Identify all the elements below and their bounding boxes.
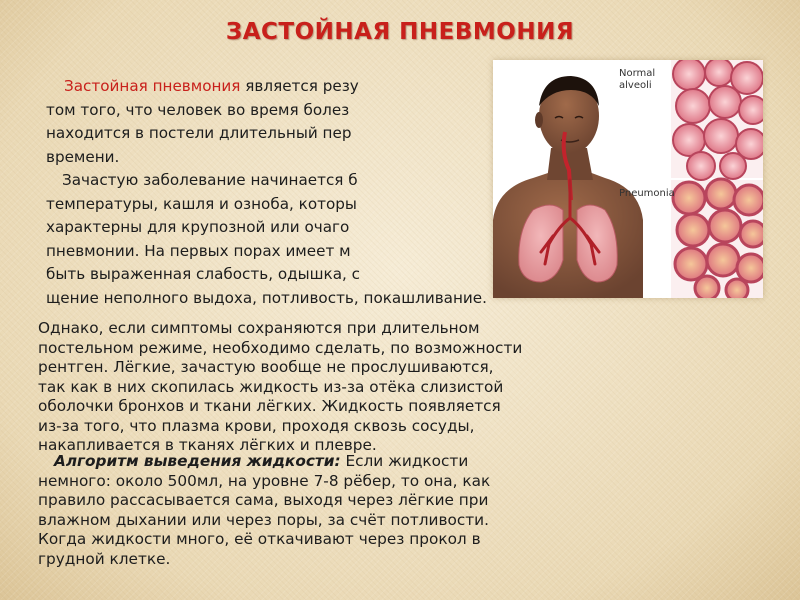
intro-line: находится в постели длительный пер: [46, 124, 352, 142]
algorithm-label: Алгоритм выведения жидкости:: [54, 452, 341, 470]
symptoms-line: щение неполного выдоха, потливость, покашливание.: [46, 288, 487, 307]
term-highlight: Застойная пневмония: [64, 77, 241, 95]
label-normal-line: alveoli: [619, 80, 652, 91]
algorithm-line: Когда жидкости много, её откачивают через прокол в: [38, 530, 481, 548]
paragraph-intro: [46, 75, 546, 310]
lung-illustration: [493, 60, 763, 298]
diagnosis-line: постельном режиме, необходимо сделать, по возможности: [38, 338, 523, 357]
intro-line: времени.: [46, 147, 120, 166]
intro-line: том того, что человек во время болез: [46, 100, 350, 119]
pneumonia-label: Pneumonia: [619, 188, 675, 199]
slide-title: ЗАСТОЙНАЯ ПНЕВМОНИЯ: [225, 19, 575, 45]
symptoms-line: характерны для крупозной или очаго: [46, 218, 350, 236]
intro-line: является резу: [240, 77, 359, 95]
symptoms-line: температуры, кашля и озноба, которы: [46, 194, 357, 213]
symptoms-line: быть выраженная слабость, одышка, с: [46, 265, 361, 283]
normal-alveoli-label: [619, 68, 669, 92]
algorithm-line: правило рассасывается сама, выходя через лёгкие при: [38, 491, 489, 509]
label-normal-line: Normal: [619, 68, 656, 79]
diagnosis-line: рентген. Лёгкие, зачастую вообще не прослушиваются,: [38, 358, 494, 376]
diagnosis-line: накапливается в тканях лёгких и плевре.: [38, 436, 377, 454]
symptoms-line: Зачастую заболевание начинается б: [62, 171, 358, 189]
diagnosis-line: так как в них скопилась жидкость из-за отёка слизистой: [38, 377, 504, 396]
diagnosis-line: из-за того, что плазма крови, проходя сквозь сосуды,: [38, 416, 475, 435]
paragraph-diagnosis: [38, 319, 773, 456]
diagnosis-line: оболочки бронхов и ткани лёгких. Жидкость появляется: [38, 397, 501, 415]
algorithm-line: влажном дыхании или через поры, за счёт потливости.: [38, 510, 489, 529]
algorithm-line: грудной клетке.: [38, 549, 171, 568]
illustration-svg: [493, 60, 763, 298]
diagnosis-line: Однако, если симптомы сохраняются при длительном: [38, 319, 480, 337]
algorithm-line: Если жидкости: [340, 452, 469, 470]
algorithm-line: немного: около 500мл, на уровне 7-8 рёбер, то она, как: [38, 471, 491, 490]
symptoms-line: пневмонии. На первых порах имеет м: [46, 241, 351, 260]
paragraph-algorithm: [38, 452, 773, 569]
